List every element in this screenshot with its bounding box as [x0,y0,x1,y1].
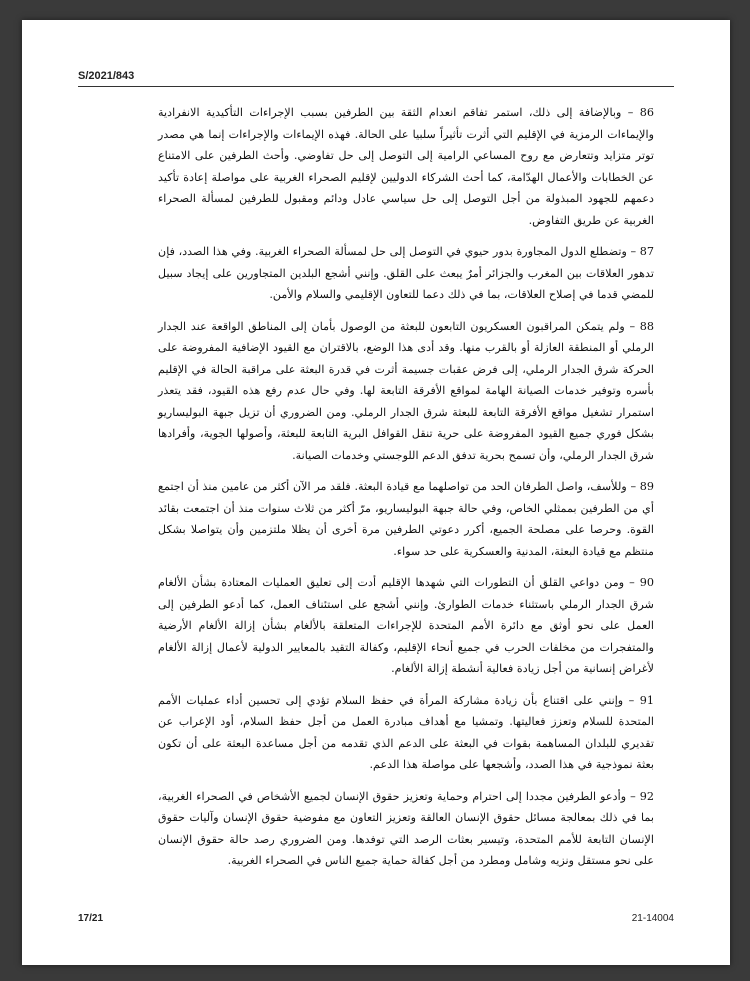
paragraph-text: ومن دواعي القلق أن التطورات التي شهدها الإقليم أدت إلى تعليق العمليات المعتادة بشأن الألغام شرق الجدار الرملي باستثناء خدمات الطوارئ. وإنني أشجع على استئناف العمل، كما أدعو الطرفين إلى العمل على نحو أوثق مع دائرة الأمم المتحدة للإجراءات المتعلقة بالألغام بشأن إزالة الألغام الأرضية والمتفجرات من مخلفات الحرب في جميع أنحاء الإقليم، وكفالة التقيد بالمعايير الدولية لأعمال إزالة الألغام لأغراض إنسانية من أجل زيادة فعالية أنشطة إزالة الألغام. [158,576,654,675]
paragraph-87: 87 – وتضطلع الدول المجاورة بدور حيوي في التوصل إلى حل لمسألة الصحراء الغربية. وفي هذا الصدد، فإن تدهور العلاقات بين المغرب والجزائر أمرٌ يبعث على القلق. وإنني أشجع البلدين المتجاورين على إيجاد سبيل للمضي قدما في إصلاح العلاقات، بما في ذلك دعما للتعاون الإقليمي والسلام والأمن. [158,245,654,301]
paragraph-number: 87 [639,245,654,258]
paragraph-text: وبالإضافة إلى ذلك، استمر تفاقم انعدام الثقة بين الطرفين بسبب الإجراءات التأكيدية الانفرادية والإيماءات الرمزية في الإقليم التي أثرت تأثيراً سلبيا على الحالة. فهذه الإيماءات والإجراءات إنما هي مصدر توتر متزايد وتتعارض مع روح المساعي الرامية إلى التوصل إلى حل تفاوضي. وأحث الطرفين على الامتناع عن الخطابات والأعمال الهدّامة، كما أحث الشركاء الدوليين لإقليم الصحراء الغربية على مواصلة إعادة تأكيد دعمهم للجهود المبذولة من أجل التوصل إلى حل سياسي عادل ودائم ومقبول للطرفين لمسألة الصحراء الغربية عن طريق التفاوض. [158,106,654,227]
paragraph-92: 92 – وأدعو الطرفين مجددا إلى احترام وحماية وتعزيز حقوق الإنسان لجميع الأشخاص في الصحراء الغربية، بما في ذلك بمعالجة مسائل حقوق الإنسان العالقة وتعزيز التعاون مع مفوضية حقوق الإنسان وآليات حقوق الإنسان التابعة للأمم المتحدة، وتيسير بعثات الرصد التي توفدها. ومن الضروري رصد حالة حقوق الإنسان على نحو مستقل ونزيه وشامل ومطرد من أجل كفالة حماية جميع الناس في الصحراء الغربية. [158,789,654,867]
paragraph-number: 92 [639,789,654,803]
paragraph-text: وإنني على اقتناع بأن زيادة مشاركة المرأة في حفظ السلام تؤدي إلى تحسين أداء عمليات الأمم المتحدة للسلام وتعزز فعاليتها. وتمشيا مع أهداف مبادرة العمل من أجل حفظ السلام، أود الإعراب عن تقديري للبلدان المساهمة بقوات في البعثة على الدعم الذي تقدمه من أجل مساعدة البعثة على أن تكون بعثة نموذجية في هذا الصدد، وأشجعها على مواصلة هذا الدعم. [158,693,654,771]
paragraph-88: 88 – ولم يتمكن المراقبون العسكريون التابعون للبعثة من الوصول بأمان إلى المناطق الواقعة عند الجدار الرملي أو المنطقة العازلة أو بالقرب منها. وقد أدى هذا الوضع، بالاقتران مع القيود الإضافية المفروضة على الحركة شرق الجدار الرملي، إلى فرض عقبات جسيمة أثرت في قدرة البعثة على مراقبة الحالة في الإقليم بأسره وتوفير خدمات الصيانة الهامة لمواقع الأفرقة التابعة لها. وفي حال عدم رفع هذه القيود، فقد يتعذر استمرار تشغيل مواقع الأفرقة التابعة للبعثة شرق الجدار الرملي. ومن الضروري أن تزيل جبهة البوليساريو بشكل فوري جميع القيود المفروضة على حرية تنقل القوافل البرية التابعة للبعثة، وأصولها الجوية، وأفرادها شرق الجدار الرملي، وأن تسمح بحرية تدفق الدعم اللوجستي وخدمات الصيانة. [158,319,655,462]
document-page [22,20,730,965]
paragraph-number: 90 [639,576,654,589]
paragraph-text: ولم يتمكن المراقبون العسكريون التابعون للبعثة من الوصول بأمان إلى المناطق الواقعة عند الجدار الرملي أو المنطقة العازلة أو بالقرب منها. وقد أدى هذا الوضع، بالاقتران مع القيود الإضافية المفروضة على الحركة شرق الجدار الرملي، إلى فرض عقبات جسيمة أثرت في قدرة البعثة على مراقبة الحالة في الإقليم بأسره وتوفير خدمات الصيانة الهامة لمواقع الأفرقة التابعة لها. وفي حال عدم رفع هذه القيود، فقد يتعذر استمرار تشغيل مواقع الأفرقة التابعة للبعثة شرق الجدار الرملي. ومن الضروري أن تزيل جبهة البوليساريو بشكل فوري جميع القيود المفروضة على حرية تنقل القوافل البرية التابعة للبعثة، وأصولها الجوية، وأفرادها شرق الجدار الرملي، وأن تسمح بحرية تدفق الدعم اللوجستي وخدمات الصيانة. [158,319,654,462]
page-number: 17/21 [78,913,104,924]
paragraph-89: 89 – وللأسف، واصل الطرفان الحد من تواصلهما مع قيادة البعثة. فلقد مر الآن أكثر من عامين منذ أن اجتمع أي من الطرفين بممثلي الخاص، وفي حالة جبهة البوليساريو، مرّ أكثر من ثلاث سنوات منذ أن اجتمعت بقائد القوة. وحرصا على مصلحة الجميع، أكرر دعوتي الطرفين مرة أخرى أن يظلا ملتزمين وأن يتواصلا بشكل منتظم مع قيادة البعثة، المدنية والعسكرية على حد سواء. [158,480,654,558]
header-rule [78,86,674,87]
paragraph-number: 88 [639,319,655,333]
paragraph-text: وللأسف، واصل الطرفان الحد من تواصلهما مع قيادة البعثة. فلقد مر الآن أكثر من عامين منذ أن اجتمع أي من الطرفين بممثلي الخاص، وفي حالة جبهة البوليساريو، مرّ أكثر من ثلاث سنوات منذ أن اجتمعت بقائد القوة. وحرصا على مصلحة الجميع، أكرر دعوتي الطرفين مرة أخرى أن يظلا ملتزمين وأن يتواصلا بشكل منتظم مع قيادة البعثة، المدنية والعسكرية على حد سواء. [158,480,654,558]
paragraph-91: 91 – وإنني على اقتناع بأن زيادة مشاركة المرأة في حفظ السلام تؤدي إلى تحسين أداء عمليات الأمم المتحدة للسلام وتعزز فعاليتها. وتمشيا مع أهداف مبادرة العمل من أجل حفظ السلام، أود الإعراب عن تقديري للبلدان المساهمة بقوات في البعثة على الدعم الذي تقدمه من أجل مساعدة البعثة على أن تكون بعثة نموذجية في هذا الصدد، وأشجعها على مواصلة هذا الدعم. [158,693,654,771]
document-body [158,102,654,882]
paragraph-90: 90 – ومن دواعي القلق أن التطورات التي شهدها الإقليم أدت إلى تعليق العمليات المعتادة بشأن الألغام شرق الجدار الرملي باستثناء خدمات الطوارئ. وإنني أشجع على استئناف العمل، كما أدعو الطرفين إلى العمل على نحو أوثق مع دائرة الأمم المتحدة للإجراءات المتعلقة بالألغام بشأن إزالة الألغام الأرضية والمتفجرات من مخلفات الحرب في جميع أنحاء الإقليم، وكفالة التقيد بالمعايير الدولية لأعمال إزالة الألغام لأغراض إنسانية من أجل زيادة فعالية أنشطة إزالة الألغام. [158,576,654,675]
paragraph-number: 91 [639,693,654,707]
paragraph-text: وتضطلع الدول المجاورة بدور حيوي في التوصل إلى حل لمسألة الصحراء الغربية. وفي هذا الصدد، فإن تدهور العلاقات بين المغرب والجزائر أمرٌ يبعث على القلق. وإنني أشجع البلدين المتجاورين على إيجاد سبيل للمضي قدما في إصلاح العلاقات، بما في ذلك دعما للتعاون الإقليمي والسلام والأمن. [158,245,654,301]
paragraph-number: 86 [639,106,654,119]
paragraph-text: وأدعو الطرفين مجددا إلى احترام وحماية وتعزيز حقوق الإنسان لجميع الأشخاص في الصحراء الغربية، بما في ذلك بمعالجة مسائل حقوق الإنسان العالقة وتعزيز التعاون مع مفوضية حقوق الإنسان وآليات حقوق الإنسان التابعة للأمم المتحدة، وتيسير بعثات الرصد التي توفدها. ومن الضروري رصد حالة حقوق الإنسان على نحو مستقل ونزيه وشامل ومطرد من أجل كفالة حماية جميع الناس في الصحراء الغربية. [158,789,654,867]
paragraph-86: 86 – وبالإضافة إلى ذلك، استمر تفاقم انعدام الثقة بين الطرفين بسبب الإجراءات التأكيدية الانفرادية والإيماءات الرمزية في الإقليم التي أثرت تأثيراً سلبيا على الحالة. فهذه الإيماءات والإجراءات إنما هي مصدر توتر متزايد وتتعارض مع روح المساعي الرامية إلى التوصل إلى حل تفاوضي. وأحث الطرفين على الامتناع عن الخطابات والأعمال الهدّامة، كما أحث الشركاء الدوليين لإقليم الصحراء الغربية على مواصلة إعادة تأكيد دعمهم للجهود المبذولة من أجل التوصل إلى حل سياسي عادل ودائم ومقبول للطرفين لمسألة الصحراء الغربية عن طريق التفاوض. [158,106,654,227]
paragraph-number: 89 [639,480,654,493]
job-number: 21-14004 [631,913,674,924]
document-symbol: S/2021/843 [78,70,135,82]
